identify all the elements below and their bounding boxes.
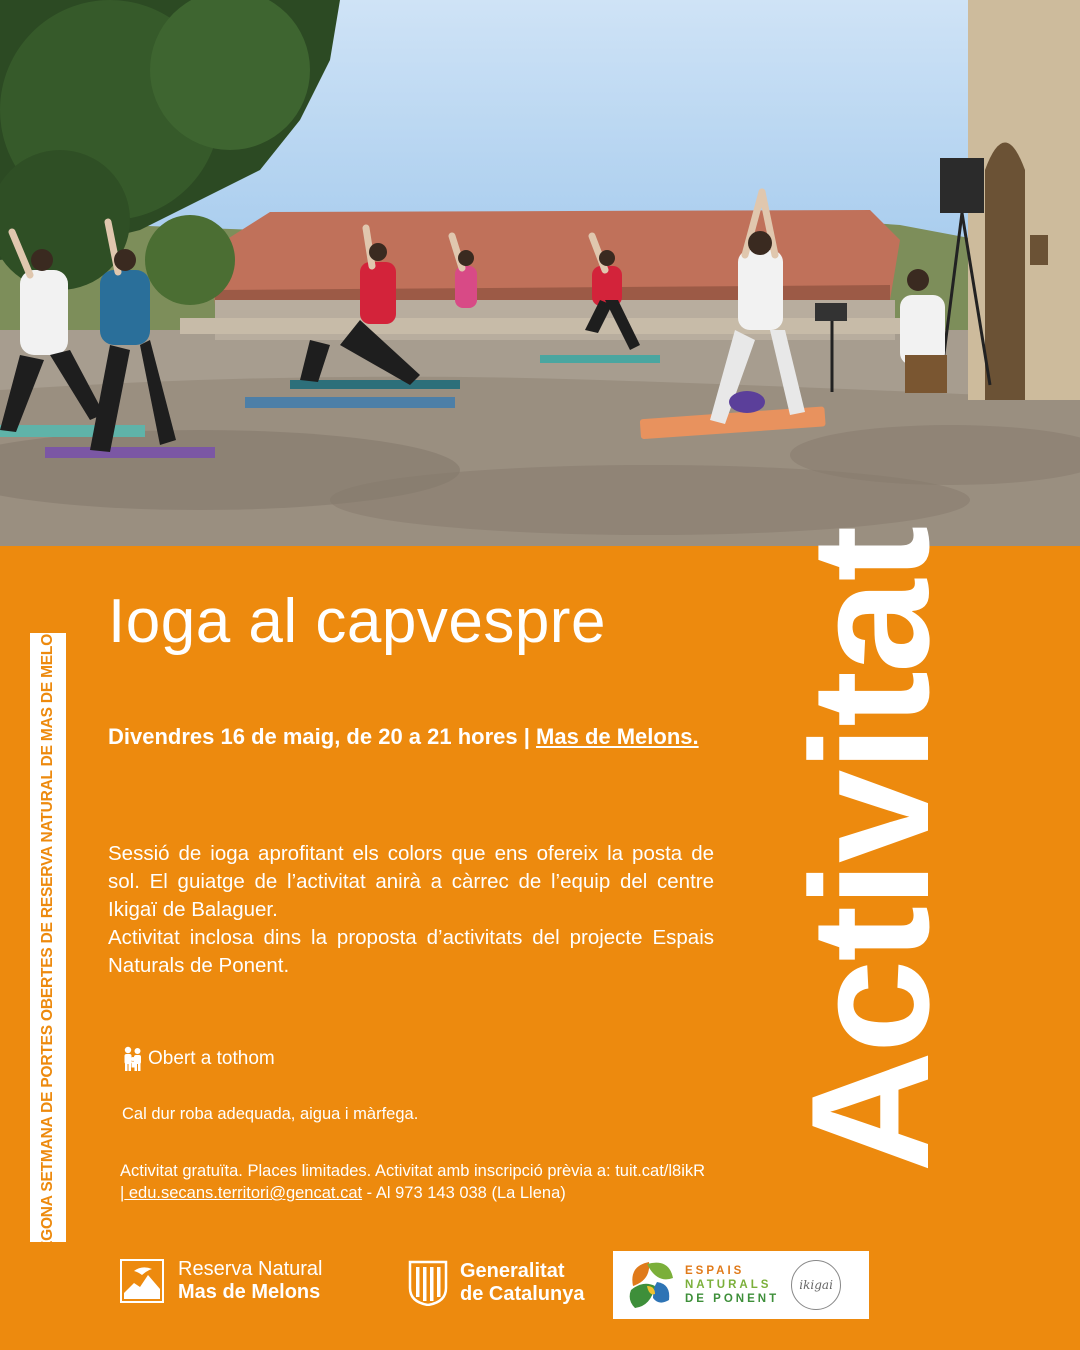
reserva-line-2: Mas de Melons bbox=[178, 1281, 321, 1303]
open-to-all bbox=[122, 1046, 275, 1072]
big-activitat-word: Activitat bbox=[776, 527, 964, 1173]
event-description bbox=[108, 840, 714, 980]
generalitat-icon bbox=[408, 1260, 448, 1306]
enp-line-3: DE PONENT bbox=[685, 1293, 780, 1305]
info-prefix: Activitat gratuïta. Places limitades. Activitat amb inscripció prèvia a: tuit.cat/l8ikR | bbox=[120, 1162, 706, 1202]
enp-line-2: NATURALS bbox=[685, 1279, 772, 1291]
description-paragraph-2: Activitat inclosa dins la proposta d’activitats del projecte Espais Naturals de Ponent. bbox=[108, 926, 714, 977]
place-link[interactable]: Mas de Melons. bbox=[536, 724, 699, 749]
registration-info bbox=[120, 1160, 710, 1204]
description-paragraph-1: Sessió de ioga aprofitant els colors que ens ofereix la posta de sol. El guiatge de l’activitat anirà a càrrec de l’equip del centre Ikigaï de Balaguer. bbox=[108, 842, 714, 921]
enp-line-1: ESPAIS bbox=[685, 1265, 745, 1277]
reserva-natural-icon bbox=[120, 1259, 164, 1303]
open-text: Obert a tothom bbox=[148, 1048, 275, 1069]
side-band bbox=[30, 612, 66, 1262]
page-title: Ioga al capvespre bbox=[108, 587, 606, 656]
logo-generalitat bbox=[408, 1260, 584, 1306]
side-band-text: SEGONA SETMANA DE PORTES OBERTES DE RESERVA NATURAL DE MAS DE MELONS bbox=[39, 612, 56, 1262]
email-link[interactable]: edu.secans.territori@gencat.cat bbox=[124, 1184, 363, 1202]
reserva-line-1: Reserva Natural bbox=[178, 1258, 323, 1280]
info-suffix: - Al 973 143 038 (La Llena) bbox=[362, 1184, 566, 1202]
espais-naturals-text bbox=[685, 1264, 779, 1306]
espais-naturals-leaf-icon bbox=[625, 1256, 679, 1314]
equipment-note: Cal dur roba adequada, aigua i màrfega. bbox=[122, 1105, 419, 1123]
gen-line-2: de Catalunya bbox=[460, 1283, 585, 1305]
logo-reserva-natural bbox=[120, 1258, 323, 1304]
yoga-scene-illustration bbox=[0, 0, 1080, 546]
hero-photo bbox=[0, 0, 1080, 546]
gen-line-1: Generalitat bbox=[460, 1260, 565, 1282]
logo-box-partners bbox=[613, 1251, 869, 1319]
event-date bbox=[108, 722, 708, 751]
ikigai-logo: ikigai bbox=[791, 1260, 841, 1310]
date-text: Divendres 16 de maig, de 20 a 21 hores | bbox=[108, 724, 537, 749]
family-icon bbox=[122, 1046, 144, 1072]
